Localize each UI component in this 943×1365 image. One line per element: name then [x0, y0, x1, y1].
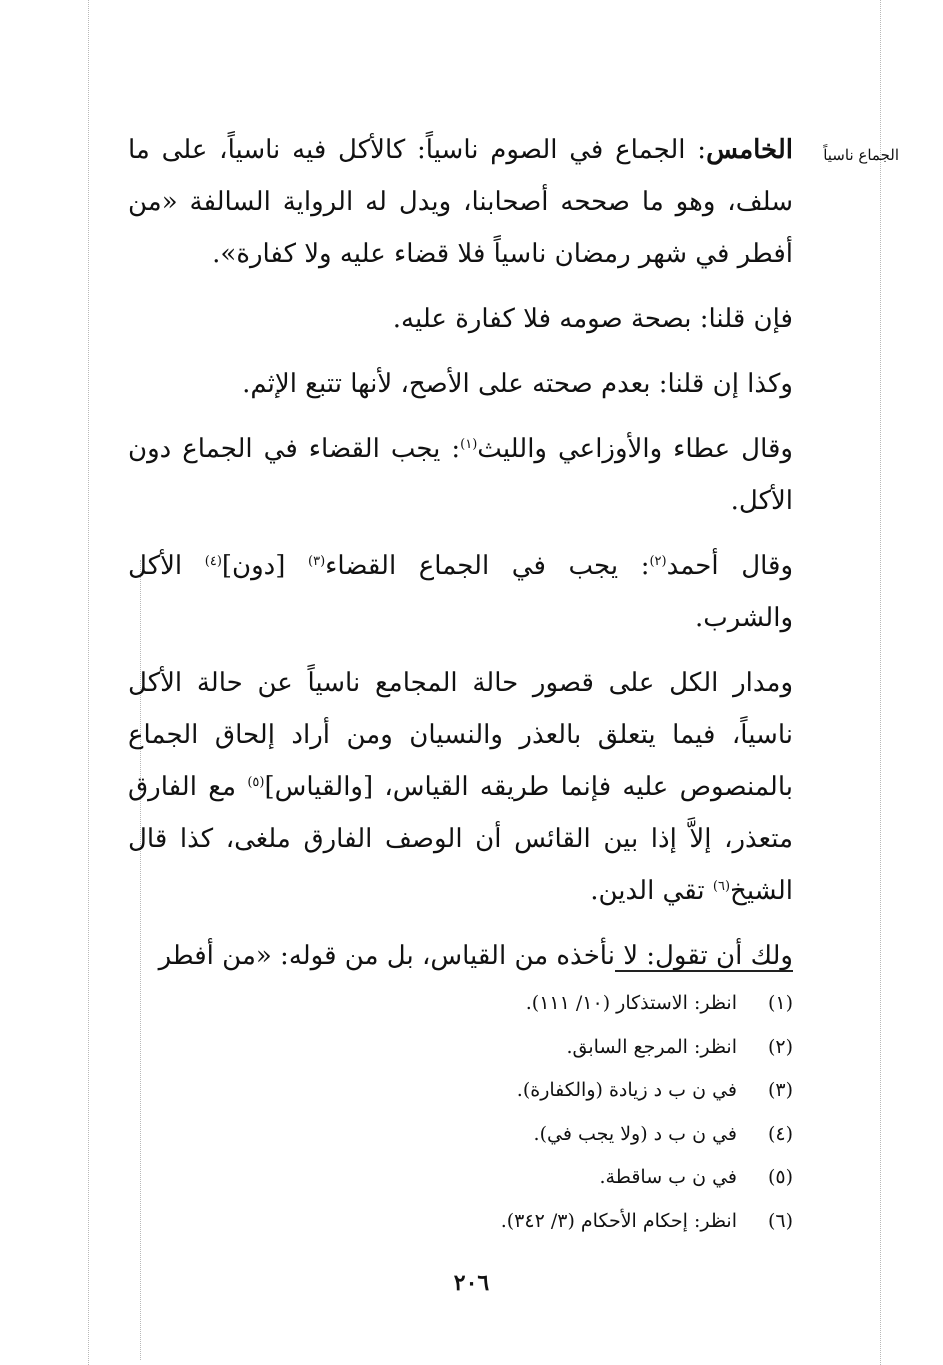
footnote-text: انظر: المرجع السابق.: [566, 1035, 737, 1058]
paragraph-text: مع الفارق متعذر، إلاَّ إذا بين القائس أن الوصف الفارق ملغى، كذا قال الشيخ: [128, 772, 793, 906]
paragraph-2: فإن قلنا: بصحة صومه فلا كفارة عليه.: [392, 304, 793, 334]
paragraph-3: وكذا إن قلنا: بعدم صحته على الأصح، لأنها تتبع الإثم.: [242, 369, 793, 399]
margin-note: الجماع ناسياً: [823, 146, 899, 164]
paragraph-lead-term: الخامس: [706, 135, 793, 165]
paragraph-4: [128, 423, 793, 527]
paragraph-text: : يجب القضاء في الجماع دون الأكل.: [128, 434, 793, 516]
paragraph-text: ومدار الكل على قصور حالة المجامع ناسياً عن حالة الأكل ناسياً، فيما يتعلق بالعذر والنسيان ومن أراد إلحاق الجماع بالمنصوص عليه فإنما طريقه القياس، [والقياس]: [128, 668, 793, 802]
footnote-text: انظر: الاستذكار (١٠/ ١١١).: [525, 992, 737, 1014]
main-text: [128, 124, 793, 995]
footnote-ref: (٣): [308, 554, 326, 569]
paragraph-text: تقي الدين.: [590, 876, 713, 906]
footnote-ref: (٢): [649, 554, 667, 569]
footnotes: [133, 982, 793, 1243]
paragraph-7: ولك أن تقول: لا نأخذه من القياس، بل من قوله: «من أفطر: [158, 941, 793, 971]
page-number: ٢٠٦: [453, 1270, 490, 1296]
footnote-ref: (١): [460, 437, 478, 452]
paragraph-6: [128, 657, 793, 917]
footnote-text: في ن ب ساقطة.: [599, 1166, 737, 1188]
footnote-text: في ن ب د زيادة (والكفارة).: [516, 1079, 737, 1101]
footnote-item: [133, 1026, 793, 1070]
footnote-text: انظر: إحكام الأحكام (٣/ ٣٤٢).: [500, 1209, 737, 1232]
footnote-number: (٥): [767, 1166, 793, 1188]
paragraph-text: : يجب في الجماع القضاء: [325, 551, 650, 581]
paragraph-5: [128, 540, 793, 644]
footnote-item: [133, 982, 793, 1026]
footnote-item: [133, 1113, 793, 1157]
footnote-number: (٦): [767, 1209, 793, 1232]
paragraph-text: وقال أحمد: [666, 551, 794, 581]
footnote-item: [133, 1200, 793, 1244]
footnote-separator: [615, 970, 793, 972]
footnote-item: [133, 1069, 793, 1113]
footnote-number: (١): [767, 992, 793, 1014]
footnote-number: (٤): [767, 1122, 793, 1145]
paragraph-1: [128, 124, 793, 280]
footnote-number: (٣): [767, 1079, 793, 1101]
paragraph-text: [دون]: [221, 551, 309, 581]
footnote-text: في ن ب د (ولا يجب في).: [533, 1122, 737, 1145]
footnote-number: (٢): [767, 1035, 793, 1058]
paragraph-text: وقال عطاء والأوزاعي والليث: [477, 434, 793, 464]
footnote-ref: (٥): [247, 775, 265, 790]
footnote-ref: (٤): [204, 554, 222, 569]
footnote-ref: (٦): [712, 879, 731, 894]
paragraph-text: : الجماع في الصوم ناسياً: كالأكل فيه ناسياً، على ما سلف، وهو ما صححه أصحابنا، ويدل له الرواية السالفة «من أفطر في شهر رمضان ناسياً فلا قضاء عليه ولا كفارة».: [128, 135, 793, 269]
footnote-item: [133, 1156, 793, 1200]
paragraph-text: الأكل والشرب.: [128, 551, 793, 633]
